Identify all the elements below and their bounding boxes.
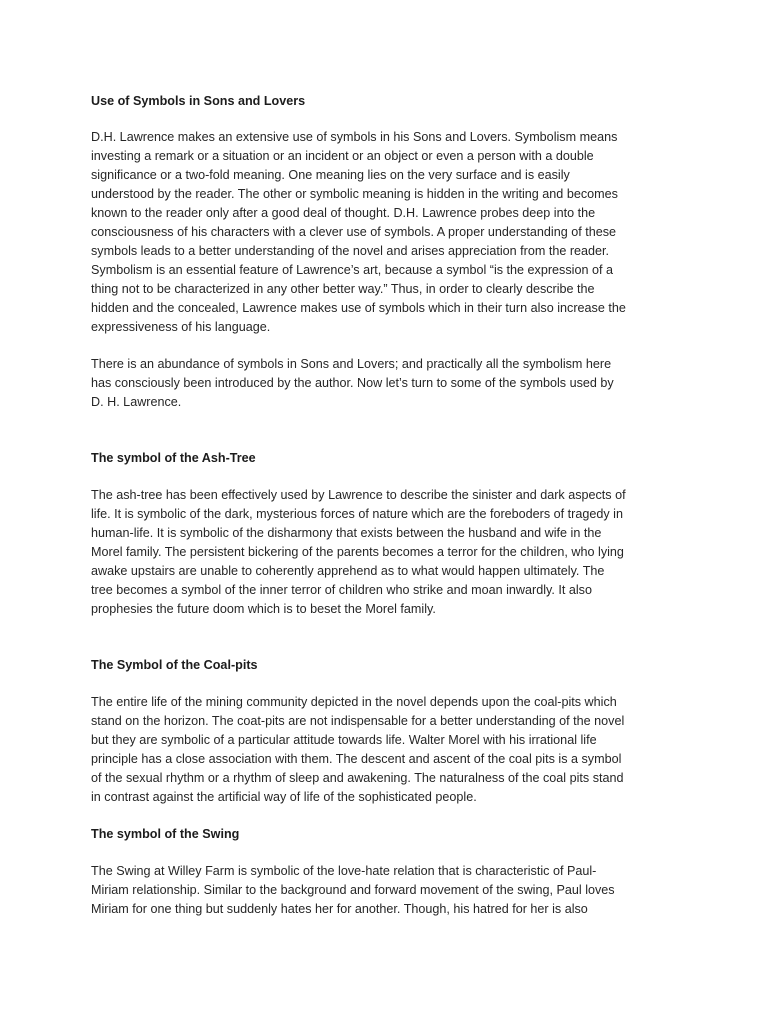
text-line: tree becomes a symbol of the inner terror of children who strike and moan inwardly. It also (91, 583, 592, 597)
text-line: understood by the reader. The other or symbolic meaning is hidden in the writing and becomes (91, 187, 618, 201)
text-line: hidden and the concealed, Lawrence makes use of symbols which in their turn also increase the (91, 301, 626, 315)
text-line: Miriam relationship. Similar to the background and forward movement of the swing, Paul loves (91, 883, 615, 897)
document-body (91, 92, 681, 919)
text-line: prophesies the future doom which is to beset the Morel family. (91, 602, 436, 616)
text-line: awake upstairs are unable to coherently apprehend as to what would happen ultimately. The (91, 564, 605, 578)
text-line: Symbolism is an essential feature of Lawrence’s art, because a symbol “is the expression of a (91, 263, 613, 277)
text-line: stand on the horizon. The coat-pits are not indispensable for a better understanding of the novel (91, 714, 625, 728)
text-line: Miriam for one thing but suddenly hates her for another. Though, his hatred for her is also (91, 902, 588, 916)
text-line: thing not to be characterized in any other better way.” Thus, in order to clearly describe the (91, 282, 595, 296)
text-line: investing a remark or a situation or an incident or an object or even a person with a double (91, 149, 594, 163)
text-line: symbols leads to a better understanding of the novel and arises appreciation from the reader. (91, 244, 610, 258)
section-heading-swing: The symbol of the Swing (91, 827, 240, 841)
document-title: Use of Symbols in Sons and Lovers (91, 94, 306, 108)
text-line: life. It is symbolic of the dark, mysterious forces of nature which are the foreboders of tragedy in (91, 507, 623, 521)
text-line: The entire life of the mining community depicted in the novel depends upon the coal-pits which (91, 695, 617, 709)
coal-pits-paragraph (91, 693, 681, 807)
intro-paragraph (91, 128, 681, 337)
text-line: The ash-tree has been effectively used by Lawrence to describe the sinister and dark aspects of (91, 488, 626, 502)
text-line: The Swing at Willey Farm is symbolic of the love-hate relation that is characteristic of Paul- (91, 864, 597, 878)
text-line: D. H. Lawrence. (91, 395, 182, 409)
text-line: of the sexual rhythm or a rhythm of sleep and awakening. The naturalness of the coal pits stand (91, 771, 624, 785)
text-line: in contrast against the artificial way of life of the sophisticated people. (91, 790, 477, 804)
text-line: human-life. It is symbolic of the disharmony that exists between the husband and wife in the (91, 526, 602, 540)
swing-paragraph (91, 862, 681, 919)
text-line: expressiveness of his language. (91, 320, 271, 334)
overview-paragraph (91, 355, 681, 412)
ash-tree-paragraph (91, 486, 681, 619)
text-line: but they are symbolic of a particular attitude towards life. Walter Morel with his irrational life (91, 733, 597, 747)
section-heading-ash-tree: The symbol of the Ash-Tree (91, 451, 256, 465)
text-line: significance or a two-fold meaning. One meaning lies on the very surface and is easily (91, 168, 570, 182)
text-line: known to the reader only after a good deal of thought. D.H. Lawrence probes deep into the (91, 206, 596, 220)
text-line: consciousness of his characters with a clever use of symbols. A proper understanding of these (91, 225, 617, 239)
text-line: principle has a close association with them. The descent and ascent of the coal pits is a symbol (91, 752, 622, 766)
text-line: D.H. Lawrence makes an extensive use of symbols in his Sons and Lovers. Symbolism means (91, 130, 618, 144)
section-heading-coal-pits: The Symbol of the Coal-pits (91, 658, 258, 672)
text-line: has consciously been introduced by the author. Now let’s turn to some of the symbols used by (91, 376, 614, 390)
text-line: There is an abundance of symbols in Sons and Lovers; and practically all the symbolism here (91, 357, 612, 371)
text-line: Morel family. The persistent bickering of the parents becomes a terror for the children, who lying (91, 545, 624, 559)
